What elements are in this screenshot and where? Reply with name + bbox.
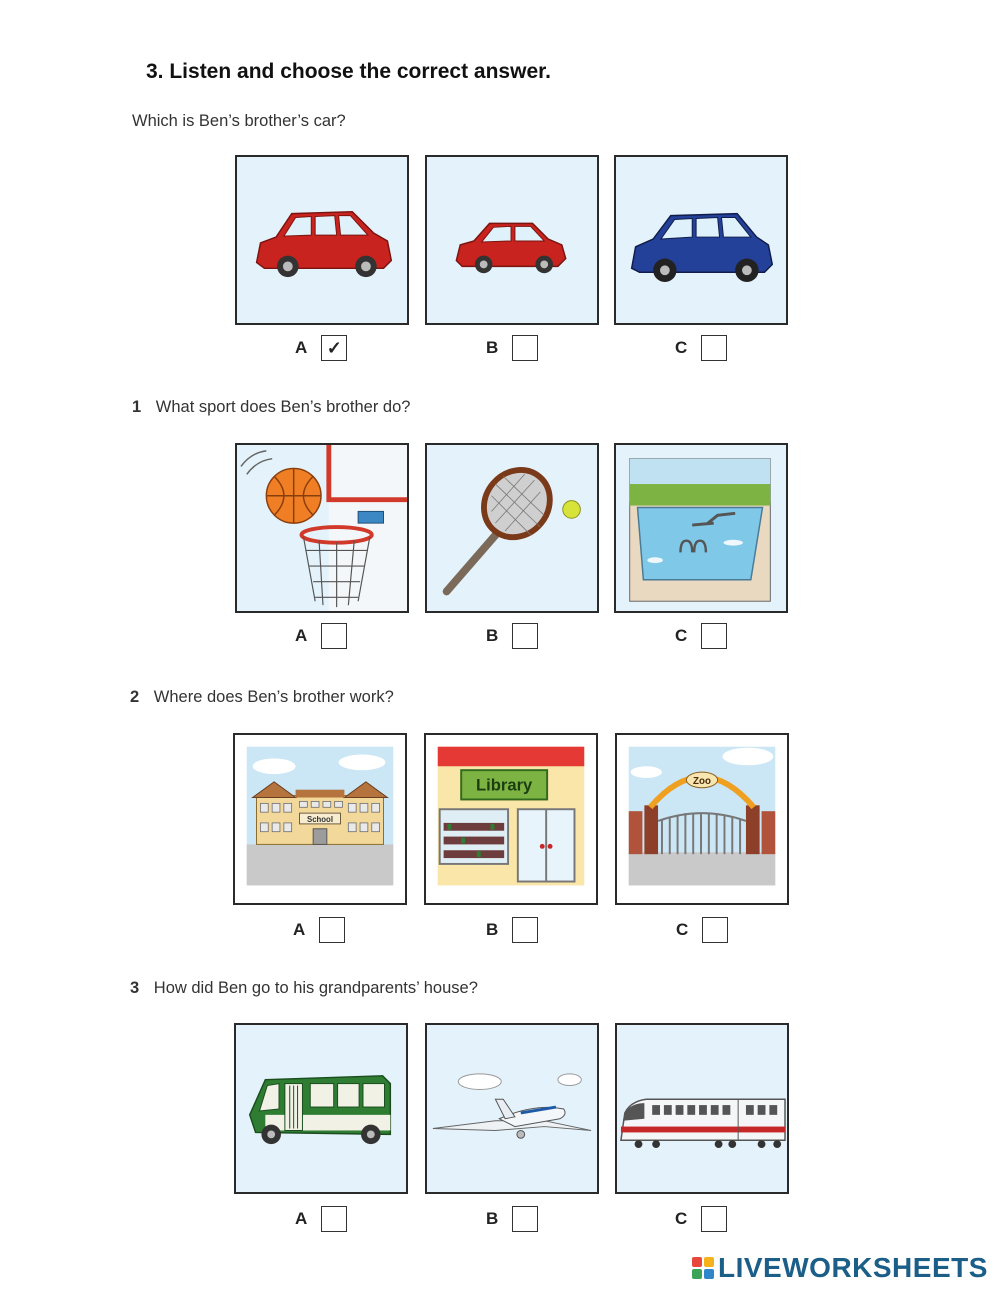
- option-a-example: [295, 335, 347, 361]
- option-a-q3: [295, 1206, 347, 1232]
- answer-checkbox[interactable]: [512, 1206, 538, 1232]
- option-b-q2: [486, 917, 538, 943]
- question-text: How did Ben go to his grandparents’ house?: [153, 979, 478, 997]
- answer-checkbox[interactable]: [319, 917, 345, 943]
- option-letter: B: [486, 1209, 499, 1228]
- option-b-example: [486, 335, 538, 361]
- picture-swimming-pool: [614, 443, 788, 613]
- option-letter: B: [486, 338, 499, 357]
- school-sign-text: School: [307, 814, 333, 824]
- library-sign-text: Library: [476, 775, 533, 795]
- liveworksheets-logo: [692, 1252, 988, 1284]
- picture-small-red-car: [425, 155, 599, 325]
- worksheet-title: 3. Listen and choose the correct answer.: [146, 60, 551, 83]
- option-letter: B: [486, 920, 499, 939]
- option-letter: C: [675, 1209, 688, 1228]
- answer-checkbox[interactable]: [512, 623, 538, 649]
- picture-airplane: [425, 1023, 599, 1194]
- option-letter: A: [293, 920, 306, 939]
- brand-name: LIVEWORKSHEETS: [718, 1252, 988, 1283]
- answer-checkbox[interactable]: [701, 335, 727, 361]
- answer-checkbox[interactable]: [702, 917, 728, 943]
- option-letter: A: [295, 1209, 308, 1228]
- option-a-q1: [295, 623, 347, 649]
- question-example: [132, 112, 346, 131]
- option-letter: C: [675, 338, 688, 357]
- zoo-sign-text: Zoo: [693, 775, 711, 787]
- option-b-q3: [486, 1206, 538, 1232]
- option-letter: C: [676, 920, 689, 939]
- option-c-q3: [675, 1206, 727, 1232]
- picture-school-building: [233, 733, 407, 905]
- question-3: [130, 979, 478, 998]
- answer-checkbox[interactable]: [701, 623, 727, 649]
- picture-basketball-hoop: [235, 443, 409, 613]
- answer-checkbox[interactable]: [701, 1206, 727, 1232]
- picture-blue-car: [614, 155, 788, 325]
- option-letter: A: [295, 626, 308, 645]
- answer-checkbox[interactable]: [512, 335, 538, 361]
- option-letter: A: [295, 338, 308, 357]
- question-number: 3: [130, 979, 140, 997]
- question-text: What sport does Ben’s brother do?: [155, 398, 411, 416]
- picture-red-hatchback-car: [235, 155, 409, 325]
- answer-checkbox[interactable]: [512, 917, 538, 943]
- question-number: 1: [132, 398, 142, 416]
- option-c-example: [675, 335, 727, 361]
- option-a-q2: [293, 917, 345, 943]
- answer-checkbox[interactable]: ✓: [321, 335, 347, 361]
- picture-bus: [234, 1023, 408, 1194]
- question-text: Where does Ben’s brother work?: [153, 688, 394, 706]
- option-letter: B: [486, 626, 499, 645]
- question-1: [132, 398, 410, 417]
- picture-train: [615, 1023, 789, 1194]
- picture-library-building: [424, 733, 598, 905]
- question-text: Which is Ben’s brother’s car?: [132, 112, 346, 130]
- logo-tiles-icon: [692, 1257, 714, 1279]
- question-2: [130, 688, 394, 707]
- option-c-q1: [675, 623, 727, 649]
- option-b-q1: [486, 623, 538, 649]
- answer-checkbox[interactable]: [321, 1206, 347, 1232]
- option-c-q2: [676, 917, 728, 943]
- picture-zoo-gate: [615, 733, 789, 905]
- picture-tennis-racket: [425, 443, 599, 613]
- answer-checkbox[interactable]: [321, 623, 347, 649]
- option-letter: C: [675, 626, 688, 645]
- question-number: 2: [130, 688, 140, 706]
